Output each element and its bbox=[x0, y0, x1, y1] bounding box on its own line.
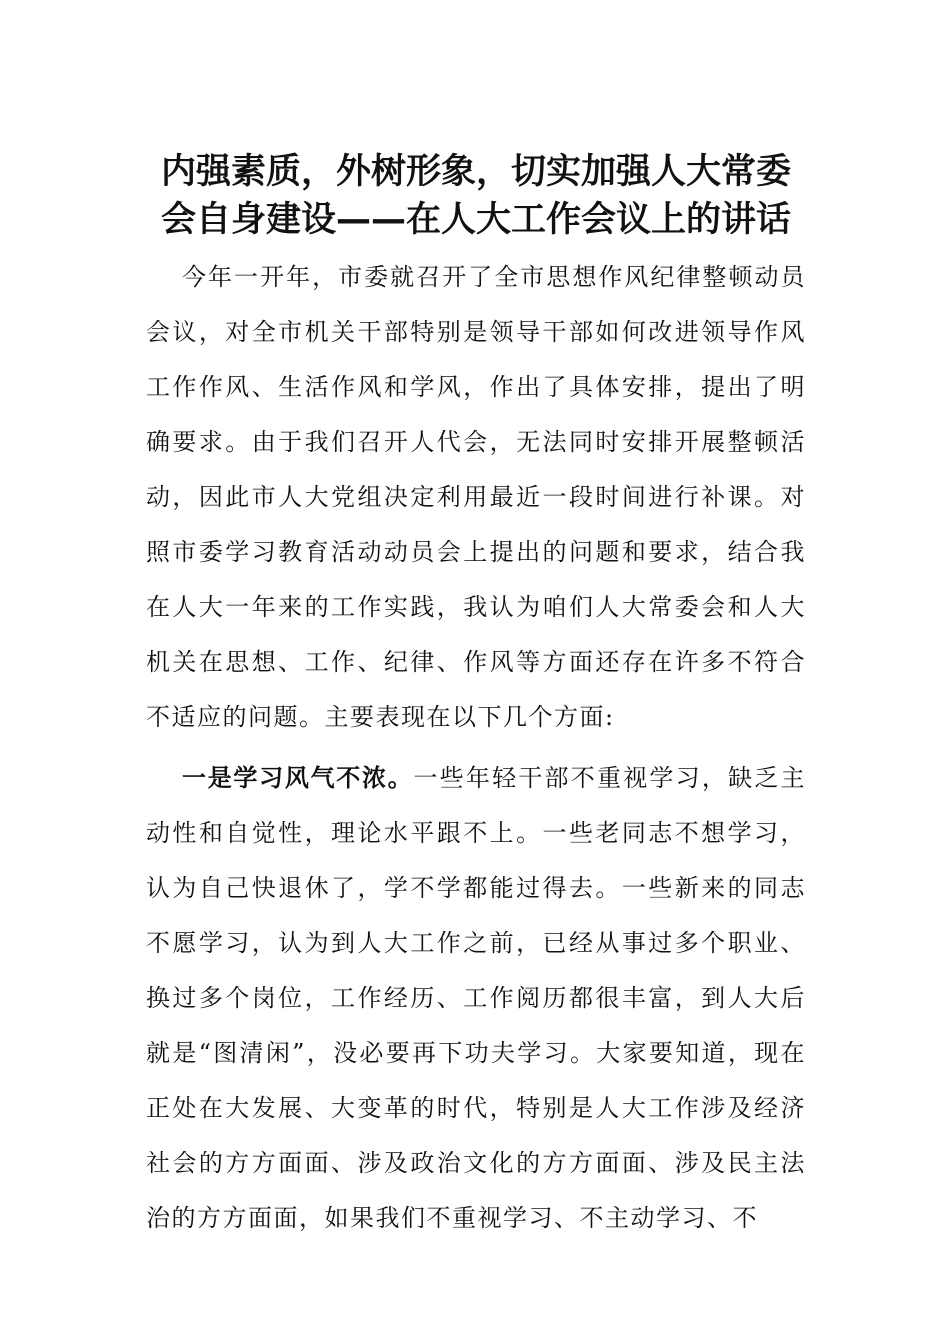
document-page bbox=[146, 148, 806, 1246]
document-title bbox=[138, 148, 814, 244]
paragraph-lead-heading: 一是学习风气不浓。 bbox=[182, 764, 414, 792]
paragraph-intro: 今年一开年，市委就召开了全市思想作风纪律整顿动员会议，对全市机关干部特别是领导干部如何改进领导作风工作作风、生活作风和学风，作出了具体安排，提出了明确要求。由于我们召开人代会，无法同时安排开展整顿活动，因此市人大党组决定利用最近一段时间进行补课。对照市委学习教育活动动员会上提出的问题和要求，结合我在人大一年来的工作实践，我认为咱们人大常委会和人大机关在思想、工作、纪律、作风等方面还存在许多不符合不适应的问题。主要表现在以下几个方面: bbox=[146, 263, 806, 731]
title-line-1: 内强素质，外树形象，切实加强人大常委 bbox=[160, 152, 791, 192]
paragraph-body-text: 一些年轻干部不重视学习，缺乏主动性和自觉性，理论水平跟不上。一些老同志不想学习，认为自己快退休了，学不学都能过得去。一些新来的同志不愿学习，认为到人大工作之前，已经从事过多个职业、换过多个岗位，工作经历、工作阅历都很丰富，到人大后就是“图清闲”，没必要再下功夫学习。大家要知道，现在正处在大发展、大变革的时代，特别是人大工作涉及经济社会的方方面面、涉及政治文化的方方面面、涉及民主法治的方方面面，如果我们不重视学习、不主动学习、不 bbox=[146, 764, 807, 1232]
paragraph-study bbox=[146, 751, 806, 1246]
title-line-2: 会自身建设——在人大工作会议上的讲话 bbox=[160, 200, 791, 240]
